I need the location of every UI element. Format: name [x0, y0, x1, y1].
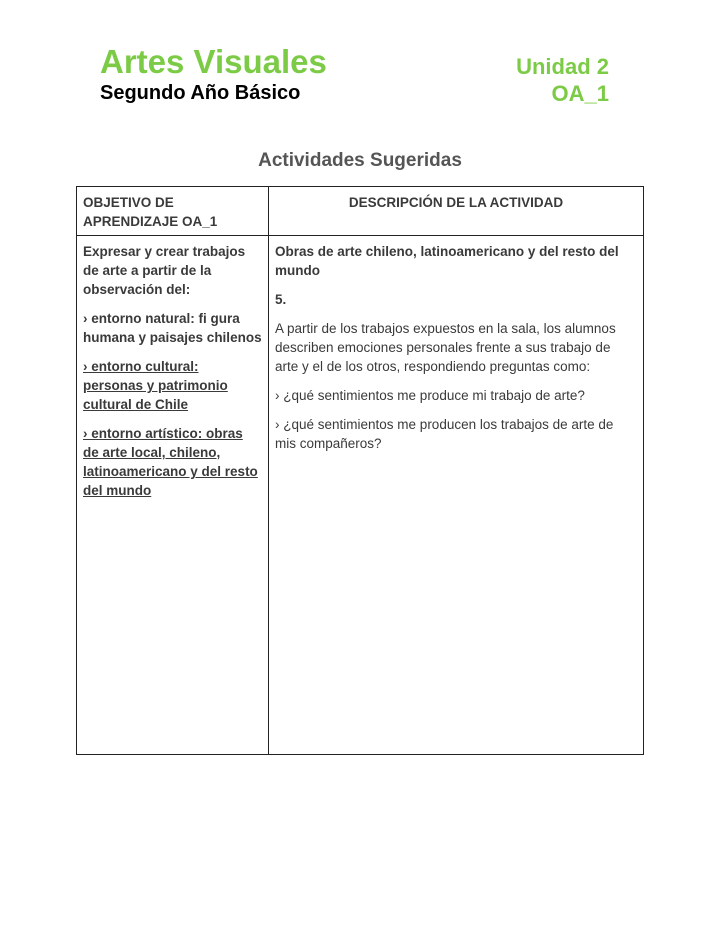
activity-number: 5. [275, 292, 287, 307]
activity-paragraph: A partir de los trabajos expuestos en la sala, los alumnos describen emociones personales frente a sus trabajo de arte y el de los otros, respondiendo preguntas como: [275, 321, 616, 374]
objective-item-artistic: › entorno artístico: obras de arte local, chileno, latinoamericano y del resto del mundo [83, 426, 258, 498]
objective-code: OA_1 [551, 81, 609, 106]
objective-intro: Expresar y crear trabajos de arte a partir de la observación del: [83, 244, 246, 297]
description-cell [269, 236, 644, 755]
subject-title: Artes Visuales [100, 43, 327, 80]
objective-item-natural: › entorno natural: fi gura humana y paisajes chilenos [83, 311, 262, 345]
section-title: Actividades Sugeridas [258, 150, 462, 171]
activity-title: Obras de arte chileno, latinoamericano y del resto del mundo [275, 244, 619, 278]
unit-label: Unidad 2 [516, 54, 609, 79]
table-body-row [77, 236, 644, 755]
objective-item-cultural: › entorno cultural: personas y patrimonio cultural de Chile [83, 359, 228, 412]
objective-header: OBJETIVO DE APRENDIZAJE OA_1 [77, 187, 269, 236]
table-header-row [77, 187, 644, 236]
activity-table [76, 186, 644, 755]
page-header [100, 42, 609, 112]
description-header: DESCRIPCIÓN DE LA ACTIVIDAD [269, 187, 644, 236]
grade-level: Segundo Año Básico [100, 82, 301, 104]
activity-question-1: › ¿qué sentimientos me produce mi trabajo de arte? [275, 388, 585, 403]
objective-cell [77, 236, 269, 755]
activity-question-2: › ¿qué sentimientos me producen los trabajos de arte de mis compañeros? [275, 417, 614, 451]
